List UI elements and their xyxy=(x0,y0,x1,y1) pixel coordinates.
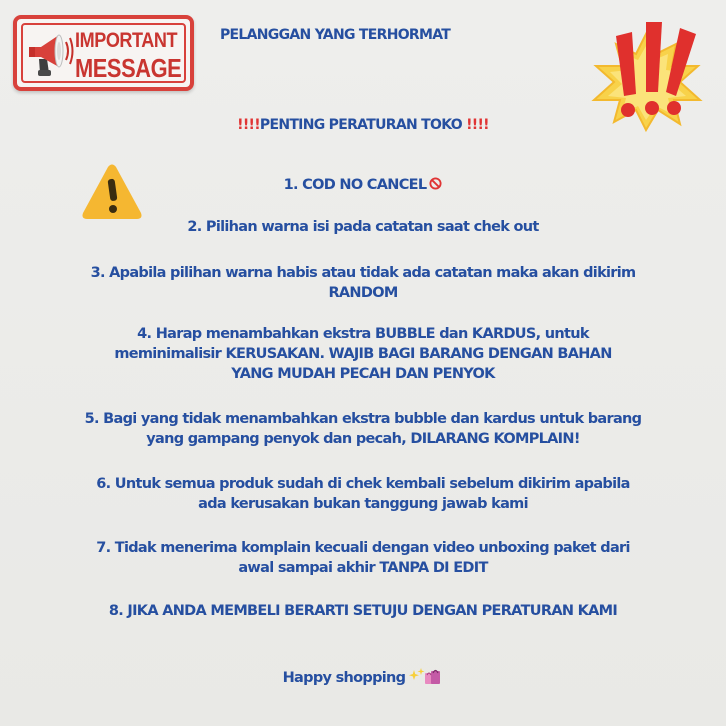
rule-7 xyxy=(0,538,726,578)
rule-6-line-2: ada kerusakan bukan tanggung jawab kami xyxy=(198,496,528,512)
rule-6 xyxy=(0,474,726,514)
important-message-badge xyxy=(13,15,194,91)
rule-3-line-2: RANDOM xyxy=(328,285,398,301)
rules-title-text: PENTING PERATURAN TOKO xyxy=(259,117,467,133)
salutation: PELANGGAN YANG TERHORMAT xyxy=(220,27,451,43)
rule-7-line-1: 7. Tidak menerima komplain kecuali dengan video unboxing paket dari xyxy=(96,540,630,556)
rule-6-line-1: 6. Untuk semua produk sudah di chek kembali sebelum dikirim apabila xyxy=(96,476,630,492)
rule-1 xyxy=(0,175,726,195)
rule-5-line-2: yang gampang penyok dan pecah, DILARANG KOMPLAIN! xyxy=(146,431,580,447)
closing-text: Happy shopping xyxy=(282,670,406,686)
rule-7-line-2: awal sampai akhir TANPA DI EDIT xyxy=(238,560,488,576)
rule-1-line-1: 1. COD NO CANCEL xyxy=(283,177,427,193)
rule-8 xyxy=(0,601,726,621)
exclamation-marks-right: !!!! xyxy=(466,117,489,133)
rule-4 xyxy=(0,324,726,384)
rule-3-line-1: 3. Apabila pilihan warna habis atau tidak ada catatan maka akan dikirim xyxy=(90,265,636,281)
rule-2 xyxy=(0,217,726,237)
rule-8-line-1: 8. JIKA ANDA MEMBELI BERARTI SETUJU DENGAN PERATURAN KAMI xyxy=(108,603,618,619)
sparkles-shopping-bag-icon xyxy=(409,667,443,685)
rule-4-line-2: meminimalisir KERUSAKAN. WAJIB BAGI BARANG DENGAN BAHAN xyxy=(114,346,612,362)
badge-line-message: MESSAGE xyxy=(75,53,182,83)
no-entry-icon xyxy=(429,177,442,190)
rule-4-line-1: 4. Harap menambahkan ekstra BUBBLE dan KARDUS, untuk xyxy=(137,326,589,342)
badge-line-important: IMPORTANT xyxy=(75,29,178,52)
rule-3 xyxy=(0,263,726,303)
rule-2-line-1: 2. Pilihan warna isi pada catatan saat chek out xyxy=(187,219,539,235)
rules-title xyxy=(0,116,726,134)
rule-5-line-1: 5. Bagi yang tidak menambahkan ekstra bubble dan kardus untuk barang xyxy=(84,411,642,427)
rule-4-line-3: YANG MUDAH PECAH DAN PENYOK xyxy=(231,366,495,382)
rule-5 xyxy=(0,409,726,449)
exclamation-marks-left: !!!! xyxy=(237,117,260,133)
megaphone-icon xyxy=(25,29,75,79)
closing-line xyxy=(0,667,726,688)
